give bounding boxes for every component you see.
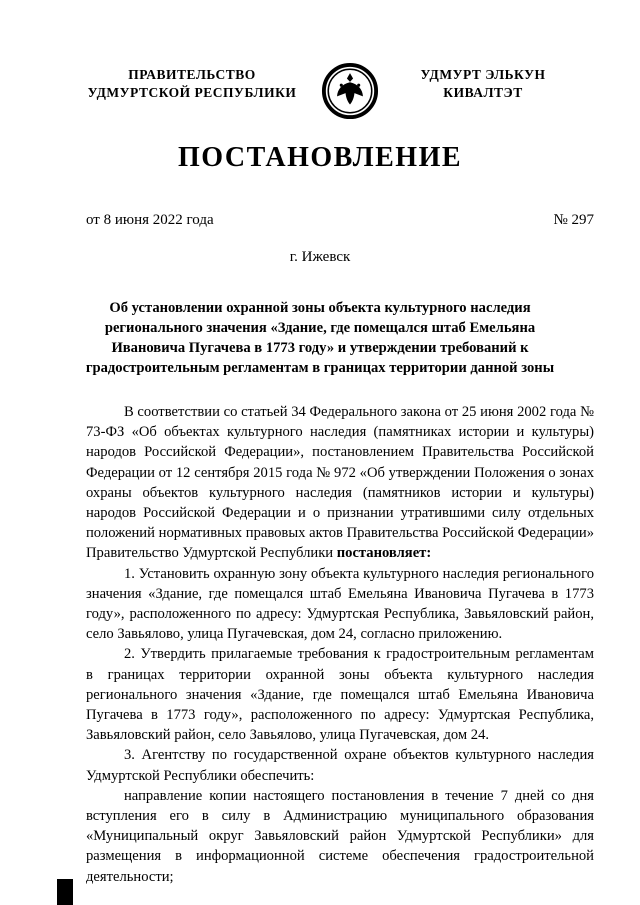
- document-place: г. Ижевск: [289, 249, 351, 265]
- document-date: от 8 июня 2022 года: [86, 212, 214, 228]
- issuer-name-russian-line2: УДМУРТСКОЙ РЕСПУБЛИКИ: [87, 85, 297, 100]
- issuer-name-udmurt-line1: УДМУРТ ЭЛЬКУН: [420, 67, 546, 82]
- document-kind-title: ПОСТАНОВЛЕНИЕ: [177, 142, 463, 173]
- issuer-name-russian-line1: ПРАВИТЕЛЬСТВО: [128, 67, 256, 82]
- paragraph-item-3-sub: направление копии настоящего постановления в течение 7 дней со дня вступления его в силу в Администрацию муниципального образования «Муниципальный округ Завьяловский район Удмуртской Республики» для размещения в информационной системе обеспечения градостроительной деятельности;: [86, 787, 594, 885]
- document-number: № 297: [553, 212, 594, 228]
- paragraph-item-1: 1. Установить охранную зону объекта культурного наследия регионального значения «Здание, где помещался штаб Емельяна Ивановича Пугачева в 1773 году», расположенного по адресу: Удмуртская Республика, Завьяловский район, село Завьялово, улица Пугачевская, дом 24, согласно приложению.: [86, 565, 594, 643]
- paragraph-item-2: 2. Утвердить прилагаемые требования к градостроительным регламентам в границах территории охранной зоны объекта культурного наследия регионального значения «Здание, где помещался штаб Емельяна Ивановича Пугачева в 1773 году», расположенного по адресу: Удмуртская Республика, Завьяловский район, село Завьялово, улица Пугачевская, дом 24.: [86, 646, 594, 744]
- issuer-name-russian: [72, 62, 312, 102]
- preamble-text: В соответствии со статьей 34 Федерального закона от 25 июня 2002 года № 73-ФЗ «Об объектах культурного наследия (памятниках истории и культуры) народов Российской Федерации», постановлением Правительства Российской Федерации от 12 сентября 2015 года № 972 «Об утверждении Положения о зонах охраны объектов культурного наследия (памятников истории и культуры) народов Российской Федерации и о признании утратившими силу отдельных положений нормативных правовых актов Правительства Российской Федерации» Правительство Удмуртской Республики: [86, 404, 594, 562]
- udmurt-republic-emblem-icon: [321, 62, 379, 120]
- letterhead: [0, 0, 640, 120]
- document-subject: Об установлении охранной зоны объекта культурного наследия регионального значения «Здание, где помещался штаб Емельяна Ивановича Пугачева в 1773 году» и утверждении требований к градостроительным регламентам в границах территории данной зоны: [85, 300, 555, 376]
- paragraph-preamble: [86, 402, 594, 564]
- preamble-resolves-word: постановляет:: [336, 545, 432, 562]
- issuer-name-udmurt-line2: КИВАЛТЭТ: [443, 85, 523, 100]
- scan-artifact-mark: [57, 879, 73, 905]
- date-number-row: [0, 212, 640, 229]
- document-body: [0, 402, 640, 887]
- issuer-name-udmurt: [388, 62, 578, 102]
- paragraph-item-3: 3. Агентству по государственной охране объектов культурного наследия Удмуртской Республики обеспечить:: [86, 747, 594, 784]
